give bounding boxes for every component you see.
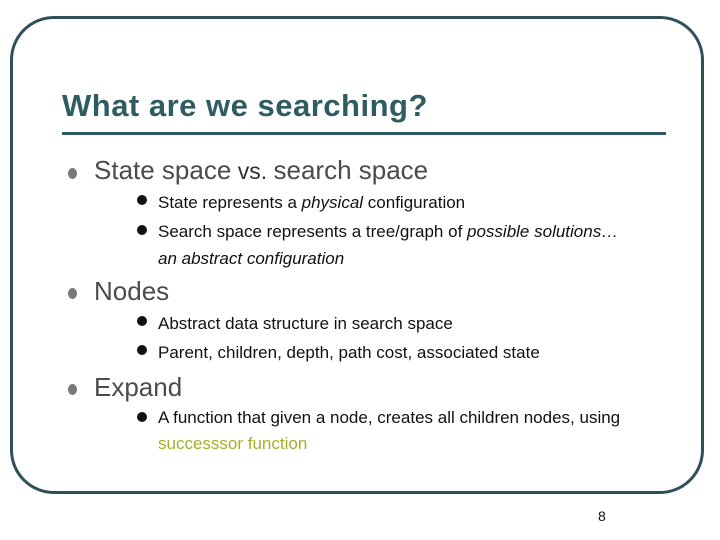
title-underline	[62, 132, 666, 135]
bullet-dot-2	[68, 288, 77, 299]
heading-state-space: State space	[94, 155, 232, 185]
sub-bullet-dot	[137, 345, 147, 355]
italic-possible: possible	[467, 222, 530, 241]
italic-abstract: solutions… an abstract configuration	[158, 222, 619, 268]
bullet-heading-nodes: Nodes	[94, 276, 170, 306]
page-number: 8	[598, 508, 606, 524]
bullet-dot-1	[68, 168, 77, 179]
sub-bullet-dot	[137, 225, 147, 235]
sub-bullet-state-represents	[158, 188, 698, 218]
heading-search-space: search space	[273, 155, 429, 185]
highlight-successor-function: successsor function	[158, 434, 308, 453]
sub-bullet-dot	[137, 412, 147, 422]
sub-bullet-search-space-represents	[158, 218, 628, 272]
sub-bullet-dot	[137, 316, 147, 326]
sub-bullet-function	[158, 405, 678, 457]
heading-vs: vs.	[231, 158, 274, 184]
sub-bullet-abstract-data: Abstract data structure in search space	[158, 314, 453, 333]
text-part: configuration	[363, 193, 466, 212]
text-part: State represents a	[158, 193, 302, 212]
text-part: Search space represents a tree/graph of	[158, 222, 468, 241]
bullet-heading-expand: Expand	[94, 372, 183, 402]
sub-bullet-parent-children: Parent, children, depth, path cost, associated state	[158, 343, 540, 362]
bullet-heading-state-vs-search	[94, 155, 428, 186]
sub-bullet-dot	[137, 195, 147, 205]
bullet-dot-3	[68, 384, 77, 395]
italic-physical: physical	[301, 193, 364, 212]
slide-title: What are we searching?	[62, 88, 428, 123]
text-part: A function that given a node, creates all children nodes, using	[158, 408, 621, 427]
